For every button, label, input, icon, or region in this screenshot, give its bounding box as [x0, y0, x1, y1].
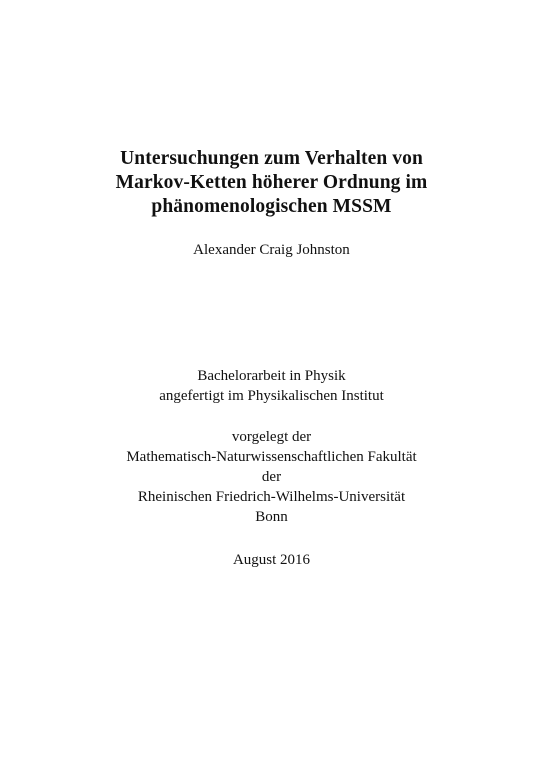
title-line-1: Untersuchungen zum Verhalten von	[120, 148, 423, 169]
thesis-type-line-2: angefertigt im Physikalischen Institut	[159, 388, 384, 404]
submission-line-1: vorgelegt der	[231, 429, 312, 445]
submission-line-2: Mathematisch-Naturwissenschaftlichen Fakultät	[126, 449, 417, 465]
title-line-2: Markov-Ketten höherer Ordnung im	[115, 172, 428, 193]
submission-info	[0, 427, 543, 527]
submission-date: August 2016	[232, 552, 311, 568]
thesis-type-line-1: Bachelorarbeit in Physik	[197, 368, 346, 384]
submission-line-3: der	[261, 469, 282, 485]
author-name: Alexander Craig Johnston	[193, 242, 350, 258]
submission-line-5: Bonn	[255, 509, 288, 525]
thesis-type	[0, 366, 543, 406]
submission-line-4: Rheinischen Friedrich-Wilhelms-Universität	[137, 489, 406, 505]
title-line-3: phänomenologischen MSSM	[151, 196, 392, 217]
thesis-title	[0, 147, 543, 219]
